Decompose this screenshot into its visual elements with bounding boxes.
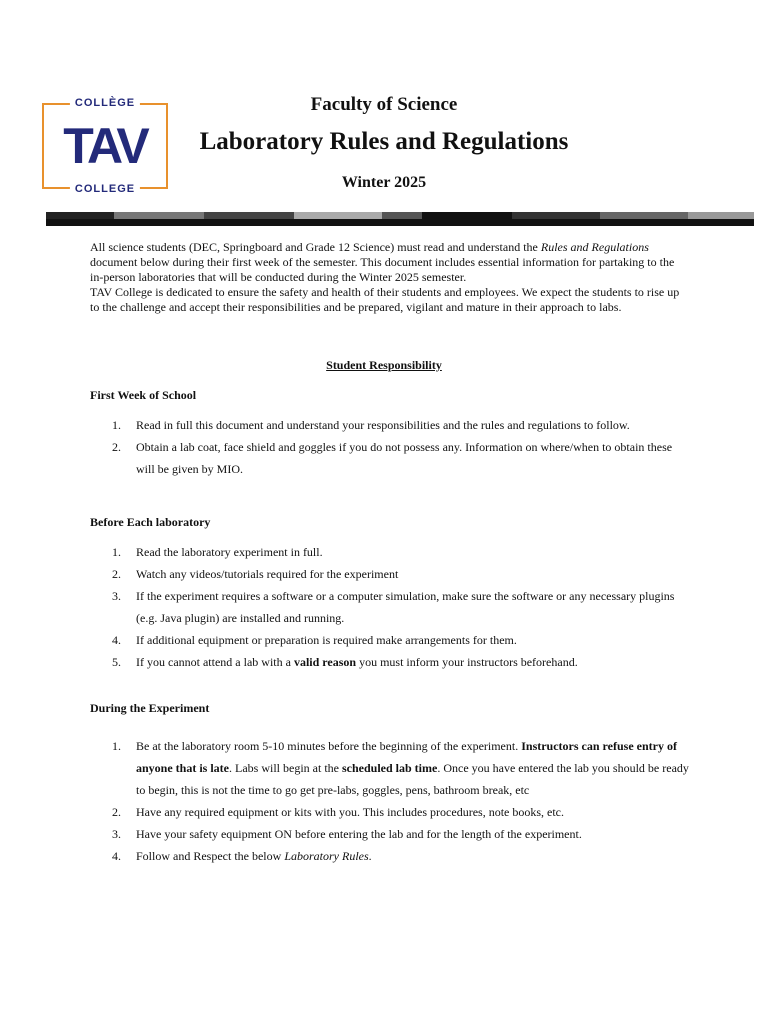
list-item: 2. Obtain a lab coat, face shield and goggles if you do not possess any. Information on where/when to obtain these will be given by MIO. — [112, 440, 673, 476]
valid-reason-emphasis: valid reason — [293, 655, 357, 669]
during-heading: During the Experiment — [90, 701, 210, 715]
list-item: 3. If the experiment requires a software or a computer simulation, make sure the software or any necessary plugins (e.g. Java plugin) are installed and running. — [112, 589, 675, 625]
section-title: Student Responsibility — [326, 358, 442, 372]
header-divider-stripe — [46, 212, 754, 226]
intro-text — [90, 240, 680, 315]
first-week-list — [90, 414, 690, 480]
list-item: 3. Have your safety equipment ON before entering the lab and for the length of the experiment. — [112, 827, 582, 841]
list-item: 2. Watch any videos/tutorials required for the experiment — [112, 567, 399, 581]
late-entry-emphasis: Instructors can refuse entry of anyone that is late — [136, 739, 677, 775]
during-list — [90, 735, 690, 867]
before-lab-list — [90, 541, 690, 673]
first-week-heading: First Week of School — [90, 388, 197, 402]
scheduled-time-emphasis: scheduled lab time — [341, 761, 438, 775]
intro-p1-a: All science students (DEC, Springboard and Grade 12 Science) must read and understand the — [90, 240, 541, 254]
list-item: 1. Read the laboratory experiment in full. — [112, 545, 323, 559]
intro-p2: TAV College is dedicated to ensure the safety and health of their students and employees. We expect the students to rise up to the challenge and accept their responsibilities and be prepared, vigilant and mature in their approach to labs. — [90, 285, 680, 314]
list-item: 4. Follow and Respect the below Laboratory Rules. — [112, 849, 372, 863]
list-item: 2. Have any required equipment or kits with you. This includes procedures, note books, etc. — [112, 805, 565, 819]
intro-p1-emphasis: Rules and Regulations — [540, 240, 649, 254]
logo-bottom-word: COLLEGE — [70, 183, 140, 195]
term-heading: Winter 2025 — [341, 174, 427, 191]
logo-top-word: COLLÈGE — [70, 97, 140, 109]
faculty-heading: Faculty of Science — [310, 94, 458, 115]
list-item: 1. Read in full this document and understand your responsibilities and the rules and regulations to follow. — [112, 418, 630, 432]
intro-p1-b: document below during their first week of the semester. This document includes essential information for partaking to the in-person laboratories that will be conducted during the Winter 2025 semester. — [90, 255, 675, 284]
before-lab-heading: Before Each laboratory — [90, 515, 211, 529]
logo-mark: TAV — [63, 118, 147, 174]
list-item: 5. If you cannot attend a lab with a valid reason you must inform your instructors beforehand. — [112, 655, 578, 669]
list-item: 1. Be at the laboratory room 5-10 minutes before the beginning of the experiment. Instructors can refuse entry of anyone that is late. Labs will begin at the scheduled lab time. Once you have entered the lab you should be ready to begin, this is not the time to go get pre-labs, goggles, pens, bathroom break, etc — [112, 739, 689, 797]
lab-rules-emphasis: Laboratory Rules — [284, 849, 369, 863]
list-item: 4. If additional equipment or preparation is required make arrangements for them. — [112, 633, 517, 647]
document-title: Laboratory Rules and Regulations — [199, 128, 569, 155]
